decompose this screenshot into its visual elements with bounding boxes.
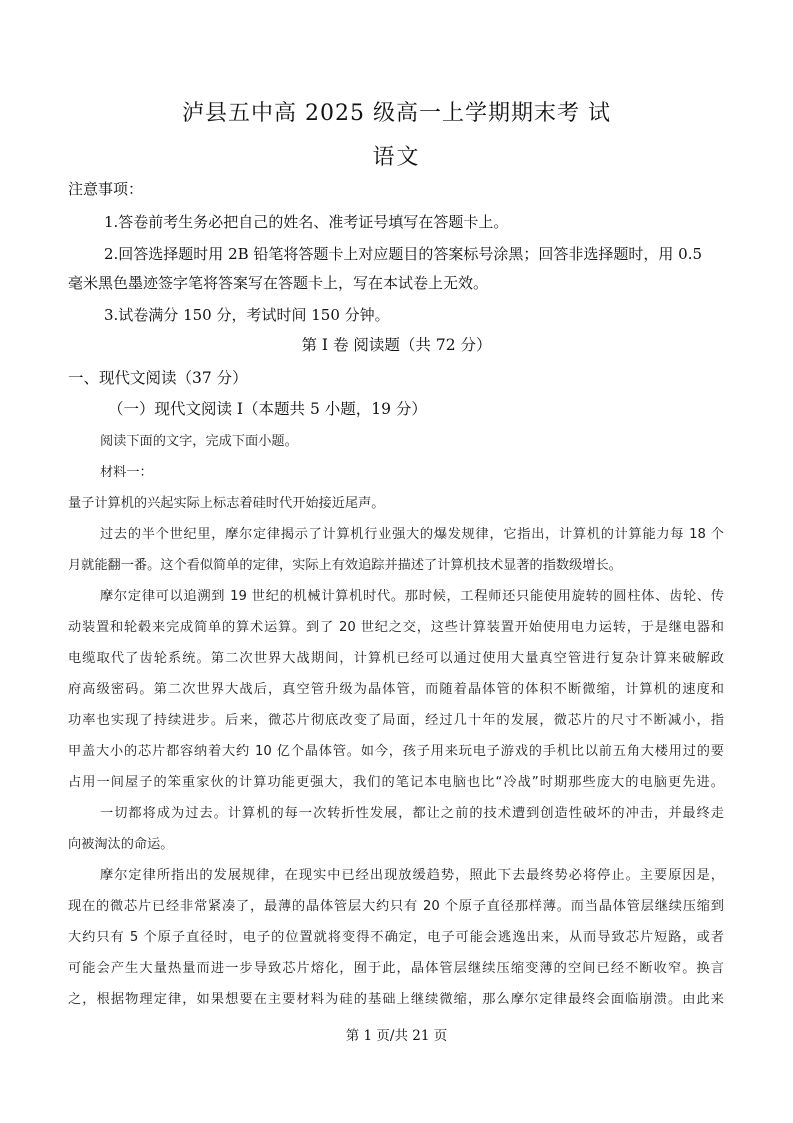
reading-instruction: 阅读下面的文字，完成下面小题。: [100, 434, 298, 449]
page-title: 泸县五中高 2025 级高一上学期期末考 试: [182, 101, 611, 126]
passage-line: 占用一间屋子的笨重家伙的计算功能更强大，我们的笔记本电脑也比“冷战”时期那些庞大的电脑更先进。: [68, 775, 724, 790]
section-heading: 一、现代文阅读（37 分）: [68, 369, 248, 387]
notice-item-2-cont: 毫米黑色墨迹签字笔将答案写在答题卡上，写在本试卷上无效。: [68, 274, 489, 292]
passage-line: 功率也实现了持续进步。后来，微芯片彻底改变了局面，经过几十年的发展，微芯片的尺寸不断减小，指: [68, 713, 724, 728]
passage-line: 摩尔定律可以追溯到 19 世纪的机械计算机时代。那时候，工程师还只能使用旋转的圆柱体、齿轮、传: [100, 589, 724, 604]
passage-line: 摩尔定律所指出的发展规律，在现实中已经出现放缓趋势，照此下去最终势必将停止。主要原因是，: [100, 868, 724, 883]
passage-line: 月就能翻一番。这个看似简单的定律，实际上有效追踪并描述了计算机技术显著的指数级增长。: [68, 558, 622, 573]
notice-item-3: 3.试卷满分 150 分，考试时间 150 分钟。: [104, 306, 390, 324]
passage-line: 大约只有 5 个原子直径时，电子的位置就将变得不确定，电子可能会逃逸出来，从而导致芯片短路，或者: [68, 930, 724, 945]
passage-line: 之，根据物理定律，如果想要在主要材料为硅的基础上继续微缩，那么摩尔定律最终会面临崩溃。由此来: [68, 992, 724, 1007]
volume-heading: 第 I 卷 阅读题（共 72 分）: [301, 336, 492, 354]
passage-line: 一切都将成为过去。计算机的每一次转折性发展，都让之前的技术遭到创造性破坏的冲击，并最终走: [100, 806, 724, 821]
subject-title: 语文: [372, 145, 421, 170]
subsection-heading: （一）现代文阅读 I（本题共 5 小题，19 分）: [108, 400, 427, 418]
passage-line: 向被淘汰的命运。: [68, 837, 174, 852]
page-footer: 第 1 页/共 21 页: [345, 1028, 448, 1044]
passage-line: 可能会产生大量热量而进一步导致芯片熔化，囿于此，晶体管层继续压缩变薄的空间已经不断收窄。换言: [68, 961, 724, 976]
passage-line: 动装置和轮毂来完成简单的算术运算。到了 20 世纪之交，这些计算装置开始使用电力运转，于是继电器和: [68, 620, 724, 635]
passage-paragraph-1: 量子计算机的兴起实际上标志着硅时代开始接近尾声。: [68, 496, 385, 511]
passage-line: 现在的微芯片已经非常紧凑了，最薄的晶体管层大约只有 20 个原子直径那样薄。而当晶体管层继续压缩到: [68, 899, 724, 914]
material-label: 材料一：: [100, 465, 153, 480]
passage-line: 过去的半个世纪里，摩尔定律揭示了计算机行业强大的爆发规律，它指出，计算机的计算能力每 18 个: [100, 527, 724, 542]
passage-line: 电缆取代了齿轮系统。第二次世界大战期间，计算机已经可以通过使用大量真空管进行复杂计算来破解政: [68, 651, 724, 666]
notice-item-1: 1.答卷前考生务必把自己的姓名、准考证号填写在答题卡上。: [104, 213, 509, 231]
passage-line: 府高级密码。第二次世界大战后，真空管升级为晶体管，而随着晶体管的体积不断微缩，计算机的速度和: [68, 682, 724, 697]
notice-heading: 注意事项：: [68, 180, 144, 198]
notice-item-2: 2.回答选择题时用 2B 铅笔将答题卡上对应题目的答案标号涂黑；回答非选择题时，用 0.5: [104, 245, 703, 263]
passage-line: 甲盖大小的芯片都容纳着大约 10 亿个晶体管。如今，孩子用来玩电子游戏的手机比以前五角大楼用过的要: [68, 744, 724, 759]
